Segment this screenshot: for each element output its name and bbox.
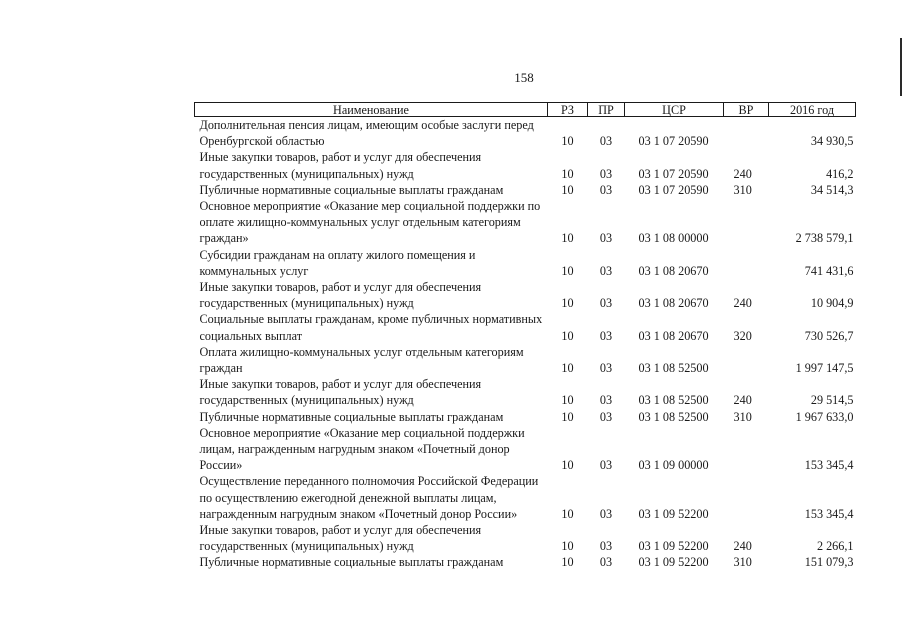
row-vr [724, 247, 769, 279]
table-row [195, 149, 856, 181]
row-pr: 03 [599, 361, 613, 376]
table-row [195, 425, 856, 474]
row-name: Иные закупки товаров, работ и услуг для обеспечения государственных (муниципальных) нужд [199, 150, 482, 181]
row-pr: 03 [599, 393, 613, 408]
row-name: Публичные нормативные социальные выплаты гражданам [199, 409, 504, 424]
table-row [195, 182, 856, 198]
row-name: Публичные нормативные социальные выплаты гражданам [199, 182, 504, 197]
table-row [195, 247, 856, 279]
row-pr: 03 [599, 296, 613, 311]
column-header-year: 2016 год [769, 103, 856, 117]
page-number: 158 [514, 70, 534, 85]
row-pr: 03 [599, 231, 613, 246]
row-vr: 240 [733, 539, 752, 554]
row-vr: 310 [733, 555, 752, 570]
table-row [195, 409, 856, 425]
row-rz: 10 [561, 409, 574, 424]
table-row [195, 344, 856, 376]
row-rz: 10 [561, 555, 574, 570]
column-header-rz: РЗ [548, 103, 588, 117]
row-amount: 416,2 [826, 166, 854, 181]
budget-table [194, 102, 856, 571]
row-pr: 03 [599, 166, 613, 181]
row-rz: 10 [561, 458, 574, 473]
row-rz: 10 [561, 539, 574, 554]
row-csr: 03 1 07 20590 [638, 134, 709, 149]
row-rz: 10 [561, 231, 574, 246]
row-vr [724, 344, 769, 376]
row-csr: 03 1 08 52500 [638, 393, 709, 408]
row-name: Иные закупки товаров, работ и услуг для обеспечения государственных (муниципальных) нужд [199, 280, 482, 311]
row-amount: 741 431,6 [804, 263, 854, 278]
row-csr: 03 1 08 00000 [638, 231, 709, 246]
table-row [195, 311, 856, 343]
row-name: Осуществление переданного полномочия Российской Федерации по осуществлению ежегодной денежной выплаты лицам, награжденным нагрудным знаком «Почетный донор России» [199, 474, 539, 521]
table-row [195, 279, 856, 311]
row-pr: 03 [599, 409, 613, 424]
row-name: Публичные нормативные социальные выплаты гражданам [199, 555, 504, 570]
table-row [195, 522, 856, 554]
row-csr: 03 1 09 00000 [638, 458, 709, 473]
column-header-name: Наименование [195, 103, 548, 117]
row-amount: 151 079,3 [804, 555, 854, 570]
row-rz: 10 [561, 182, 574, 197]
row-csr: 03 1 08 52500 [638, 361, 709, 376]
column-header-csr: ЦСР [625, 103, 724, 117]
row-pr: 03 [599, 263, 613, 278]
row-pr: 03 [599, 506, 613, 521]
row-csr: 03 1 09 52200 [638, 555, 709, 570]
row-csr: 03 1 08 20670 [638, 328, 709, 343]
row-amount: 34 930,5 [810, 134, 854, 149]
row-csr: 03 1 07 20590 [638, 166, 709, 181]
row-amount: 1 997 147,5 [795, 361, 854, 376]
row-vr: 310 [733, 182, 752, 197]
row-name: Основное мероприятие «Оказание мер социальной поддержки лицам, награжденным нагрудным знаком «Почетный донор России» [199, 425, 525, 473]
row-amount: 1 967 633,0 [795, 409, 854, 424]
row-name: Дополнительная пенсия лицам, имеющим особые заслуги перед Оренбургской областью [199, 118, 534, 149]
column-header-pr: ПР [588, 103, 625, 117]
row-csr: 03 1 08 20670 [638, 296, 709, 311]
row-amount: 153 345,4 [804, 506, 854, 521]
table-body [195, 117, 856, 571]
row-name: Иные закупки товаров, работ и услуг для обеспечения государственных (муниципальных) нужд [199, 377, 482, 408]
row-rz: 10 [561, 328, 574, 343]
table-row [195, 198, 856, 247]
table-row [195, 376, 856, 408]
row-vr [724, 425, 769, 474]
row-rz: 10 [561, 393, 574, 408]
row-rz: 10 [561, 296, 574, 311]
row-csr: 03 1 07 20590 [638, 182, 709, 197]
row-vr [724, 117, 769, 150]
table-row [195, 554, 856, 570]
row-amount: 10 904,9 [810, 296, 854, 311]
row-rz: 10 [561, 166, 574, 181]
row-vr: 310 [733, 409, 752, 424]
row-csr: 03 1 08 52500 [638, 409, 709, 424]
table-header [195, 103, 856, 117]
row-amount: 730 526,7 [804, 328, 854, 343]
row-amount: 29 514,5 [810, 393, 854, 408]
row-name: Основное мероприятие «Оказание мер социальной поддержки по оплате жилищно-коммунальных услуг отдельным категориям граждан» [199, 199, 541, 246]
row-csr: 03 1 09 52200 [638, 506, 709, 521]
row-pr: 03 [599, 539, 613, 554]
row-rz: 10 [561, 263, 574, 278]
row-pr: 03 [599, 182, 613, 197]
row-amount: 34 514,3 [810, 182, 854, 197]
row-amount: 2 266,1 [816, 539, 854, 554]
row-name: Социальные выплаты гражданам, кроме публичных нормативных социальных выплат [199, 312, 543, 343]
row-name: Оплата жилищно-коммунальных услуг отдельным категориям граждан [199, 344, 524, 376]
header-row [195, 103, 856, 117]
row-csr: 03 1 08 20670 [638, 263, 709, 278]
row-pr: 03 [599, 458, 613, 473]
row-vr: 240 [733, 393, 752, 408]
row-vr: 240 [733, 166, 752, 181]
row-vr [724, 198, 769, 247]
row-csr: 03 1 09 52200 [638, 539, 709, 554]
table-row [195, 117, 856, 150]
row-vr: 240 [733, 296, 752, 311]
row-rz: 10 [561, 506, 574, 521]
row-pr: 03 [599, 134, 613, 149]
row-rz: 10 [561, 361, 574, 376]
column-header-vr: ВР [724, 103, 769, 117]
scan-edge-mark [900, 38, 902, 96]
row-name: Субсидии гражданам на оплату жилого помещения и коммунальных услуг [199, 247, 476, 278]
table-row [195, 473, 856, 522]
row-amount: 2 738 579,1 [795, 231, 854, 246]
row-vr: 320 [733, 328, 752, 343]
row-vr [724, 473, 769, 522]
row-pr: 03 [599, 555, 613, 570]
row-rz: 10 [561, 134, 574, 149]
row-pr: 03 [599, 328, 613, 343]
row-amount: 153 345,4 [804, 458, 854, 473]
row-name: Иные закупки товаров, работ и услуг для обеспечения государственных (муниципальных) нужд [199, 523, 482, 554]
